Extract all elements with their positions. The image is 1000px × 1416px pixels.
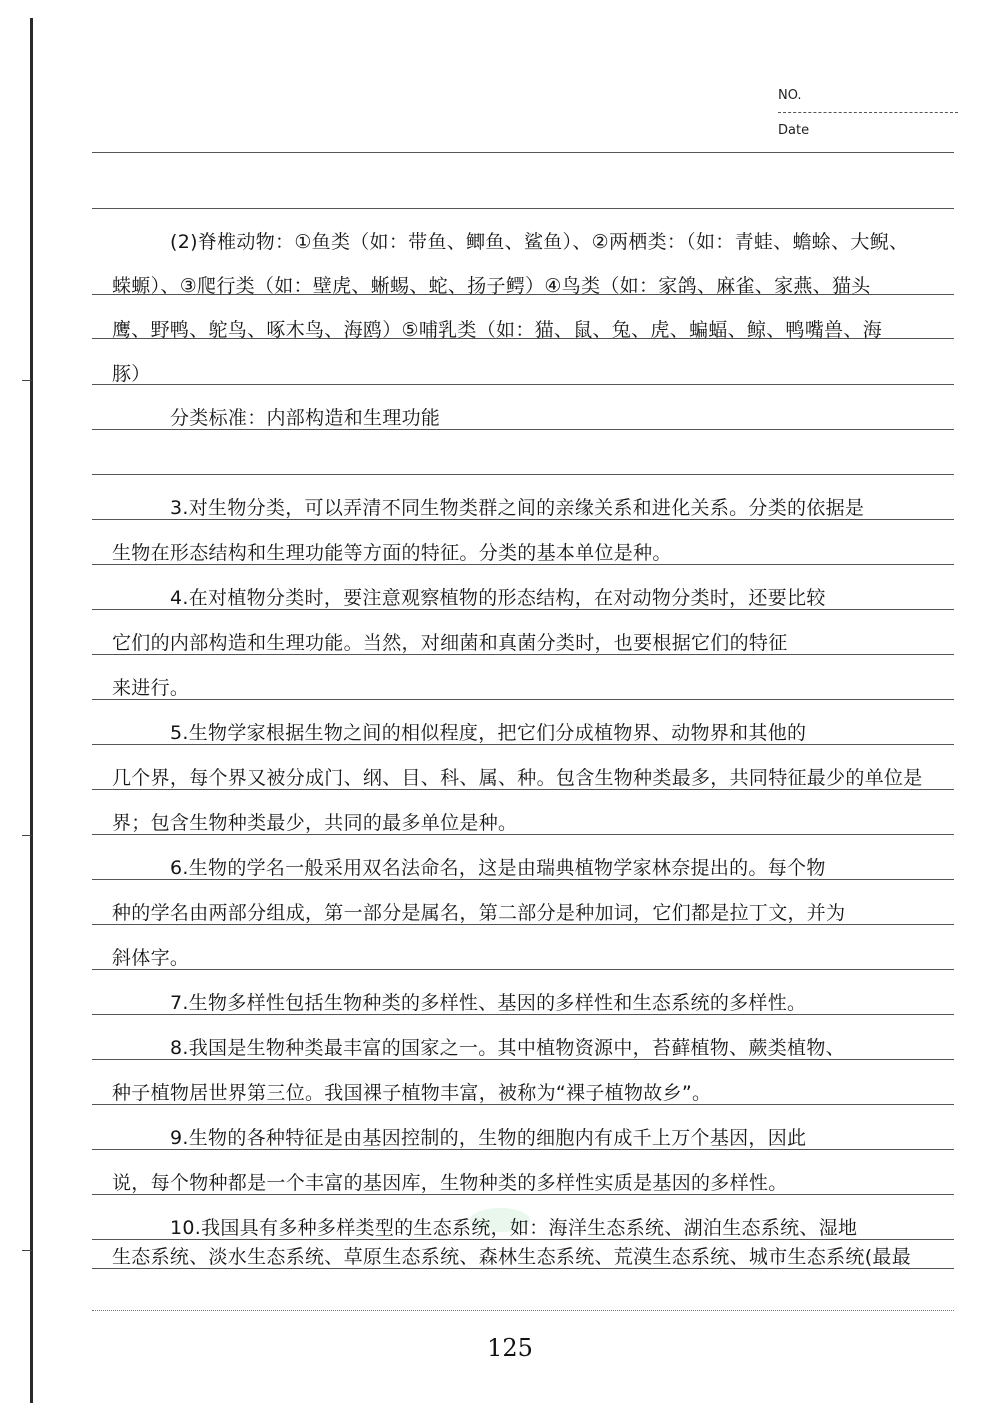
text-line: 种子植物居世界第三位。我国裸子植物丰富，被称为“裸子植物故乡”。	[112, 1082, 712, 1104]
text-line: 9.生物的各种特征是由基因控制的，生物的细胞内有成千上万个基因，因此	[170, 1127, 807, 1149]
no-label: NO.	[778, 88, 802, 103]
text-line: 豚）	[112, 363, 151, 385]
text-line: 5.生物学家根据生物之间的相似程度，把它们分成植物界、动物界和其他的	[170, 722, 807, 744]
text-line: 3.对生物分类，可以弄清不同生物类群之间的亲缘关系和进化关系。分类的依据是	[170, 497, 865, 519]
header-rule	[92, 152, 954, 153]
date-label: Date	[778, 123, 810, 138]
binding-line	[30, 18, 33, 1403]
text-line: 分类标准：内部构造和生理功能	[170, 407, 441, 429]
ruled-line	[92, 474, 954, 475]
text-line: 斜体字。	[112, 947, 190, 969]
text-line: 6.生物的学名一般采用双名法命名，这是由瑞典植物学家林奈提出的。每个物	[170, 857, 826, 879]
text-line: 生态系统、淡水生态系统、草原生态系统、森林生态系统、荒漠生态系统、城市生态系统(最最	[112, 1246, 912, 1268]
footer-rule	[92, 1310, 954, 1311]
margin-tick	[22, 380, 32, 381]
text-line: 鹰、野鸭、鸵鸟、啄木鸟、海鸥）⑤哺乳类（如：猫、鼠、兔、虎、蝙蝠、鲸、鸭嘴兽、海	[112, 319, 883, 341]
text-line: 蝾螈）、③爬行类（如：壁虎、蜥蜴、蛇、扬子鳄）④鸟类（如：家鸽、麻雀、家燕、猫头	[112, 275, 871, 297]
no-dotted-line	[778, 112, 958, 113]
margin-tick	[22, 835, 32, 836]
text-line: 8.我国是生物种类最丰富的国家之一。其中植物资源中，苔藓植物、蕨类植物、	[170, 1037, 845, 1059]
text-line: 种的学名由两部分组成，第一部分是属名，第二部分是种加词，它们都是拉丁文，并为	[112, 902, 846, 924]
text-line: (2)脊椎动物：①鱼类（如：带鱼、鲫鱼、鲨鱼）、②两栖类：（如：青蛙、蟾蜍、大鲵、	[170, 231, 909, 253]
text-line: 它们的内部构造和生理功能。当然，对细菌和真菌分类时，也要根据它们的特征	[112, 632, 788, 654]
text-line: 几个界，每个界又被分成门、纲、目、科、属、种。包含生物种类最多，共同特征最少的单位是	[112, 767, 923, 789]
text-line: 说，每个物种都是一个丰富的基因库，生物种类的多样性实质是基因的多样性。	[112, 1172, 788, 1194]
header-meta	[778, 88, 958, 143]
text-line: 4.在对植物分类时，要注意观察植物的形态结构，在对动物分类时，还要比较	[170, 587, 826, 609]
text-line: 10.我国具有多种多样类型的生态系统，如：海洋生态系统、湖泊生态系统、湿地	[170, 1217, 858, 1239]
text-line: 来进行。	[112, 677, 190, 699]
text-line: 界；包含生物种类最少，共同的最多单位是种。	[112, 812, 518, 834]
page-number: 125	[487, 1334, 533, 1362]
margin-tick	[22, 1250, 32, 1251]
ruled-line	[92, 208, 954, 209]
text-line: 生物在形态结构和生理功能等方面的特征。分类的基本单位是种。	[112, 542, 672, 564]
text-line: 7.生物多样性包括生物种类的多样性、基因的多样性和生态系统的多样性。	[170, 992, 807, 1014]
